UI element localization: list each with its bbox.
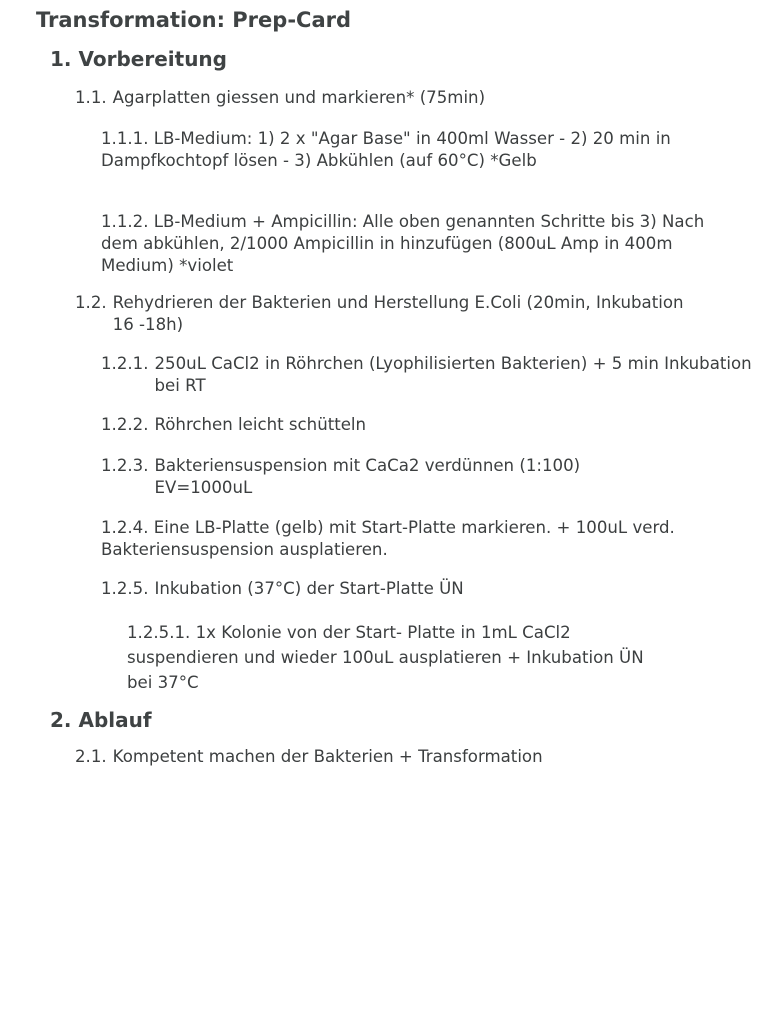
item-text: 250uL CaCl2 in Röhrchen (Lyophilisierten Bakterien) + 5 min Inkubation bei RT [154, 354, 752, 395]
item-number: 1.2.5. [101, 579, 149, 598]
item-text: Kompetent machen der Bakterien + Transformation [112, 747, 543, 766]
item-text: 1x Kolonie von der Start- Platte in 1mL CaCl2 suspendieren und wieder 100uL ausplatieren + Inkubation ÜN bei 37°C [127, 623, 644, 692]
list-item-1-2-3 [101, 455, 671, 499]
item-number: 1.2.3. [101, 456, 149, 475]
item-text: Röhrchen leicht schütteln [154, 415, 367, 434]
item-number: 1.2.2. [101, 415, 149, 434]
list-item-1-2-4 [101, 517, 681, 561]
item-text: Inkubation (37°C) der Start-Platte ÜN [154, 579, 464, 598]
item-number: 1.2.1. [101, 354, 149, 373]
item-text: Bakteriensuspension mit CaCa2 verdünnen (1:100) EV=1000uL [154, 456, 581, 497]
item-number: 1.1.1. [101, 129, 149, 148]
section-heading-vorbereitung: 1. Vorbereitung [50, 47, 227, 71]
item-text: LB-Medium: 1) 2 x "Agar Base" in 400ml Wasser - 2) 20 min in Dampfkochtopf lösen - 3) Abkühlen (auf 60°C) *Gelb [101, 129, 671, 170]
item-number: 1.1. [75, 88, 107, 107]
list-item-2-1 [75, 746, 735, 768]
section-heading-ablauf: 2. Ablauf [50, 708, 152, 732]
item-number: 1.1.2. [101, 212, 149, 231]
list-item-1-1 [75, 87, 755, 109]
list-item-1-2-1 [101, 353, 761, 397]
list-item-1-2-5-1 [127, 620, 647, 695]
list-item-1-1-1 [101, 128, 691, 172]
item-text: Agarplatten giessen und markieren* (75min) [112, 88, 486, 107]
item-number: 1.2.5.1. [127, 623, 191, 642]
item-number: 1.2.4. [101, 518, 149, 537]
item-number: 1.2. [75, 293, 107, 312]
page-title: Transformation: Prep-Card [36, 8, 351, 32]
item-text: Eine LB-Platte (gelb) mit Start-Platte markieren. + 100uL verd. Bakteriensuspension ausplatieren. [101, 518, 675, 559]
list-item-1-2-2 [101, 414, 741, 436]
list-item-1-2-5 [101, 578, 741, 600]
item-number: 2.1. [75, 747, 107, 766]
item-text: LB-Medium + Ampicillin: Alle oben genannten Schritte bis 3) Nach dem abkühlen, 2/1000 Ampicillin in hinzufügen (800uL Amp in 400m Medium) *violet [101, 212, 705, 275]
list-item-1-2 [75, 292, 705, 336]
item-text: Rehydrieren der Bakterien und Herstellung E.Coli (20min, Inkubation 16 -18h) [112, 293, 684, 334]
list-item-1-1-2 [101, 211, 711, 277]
